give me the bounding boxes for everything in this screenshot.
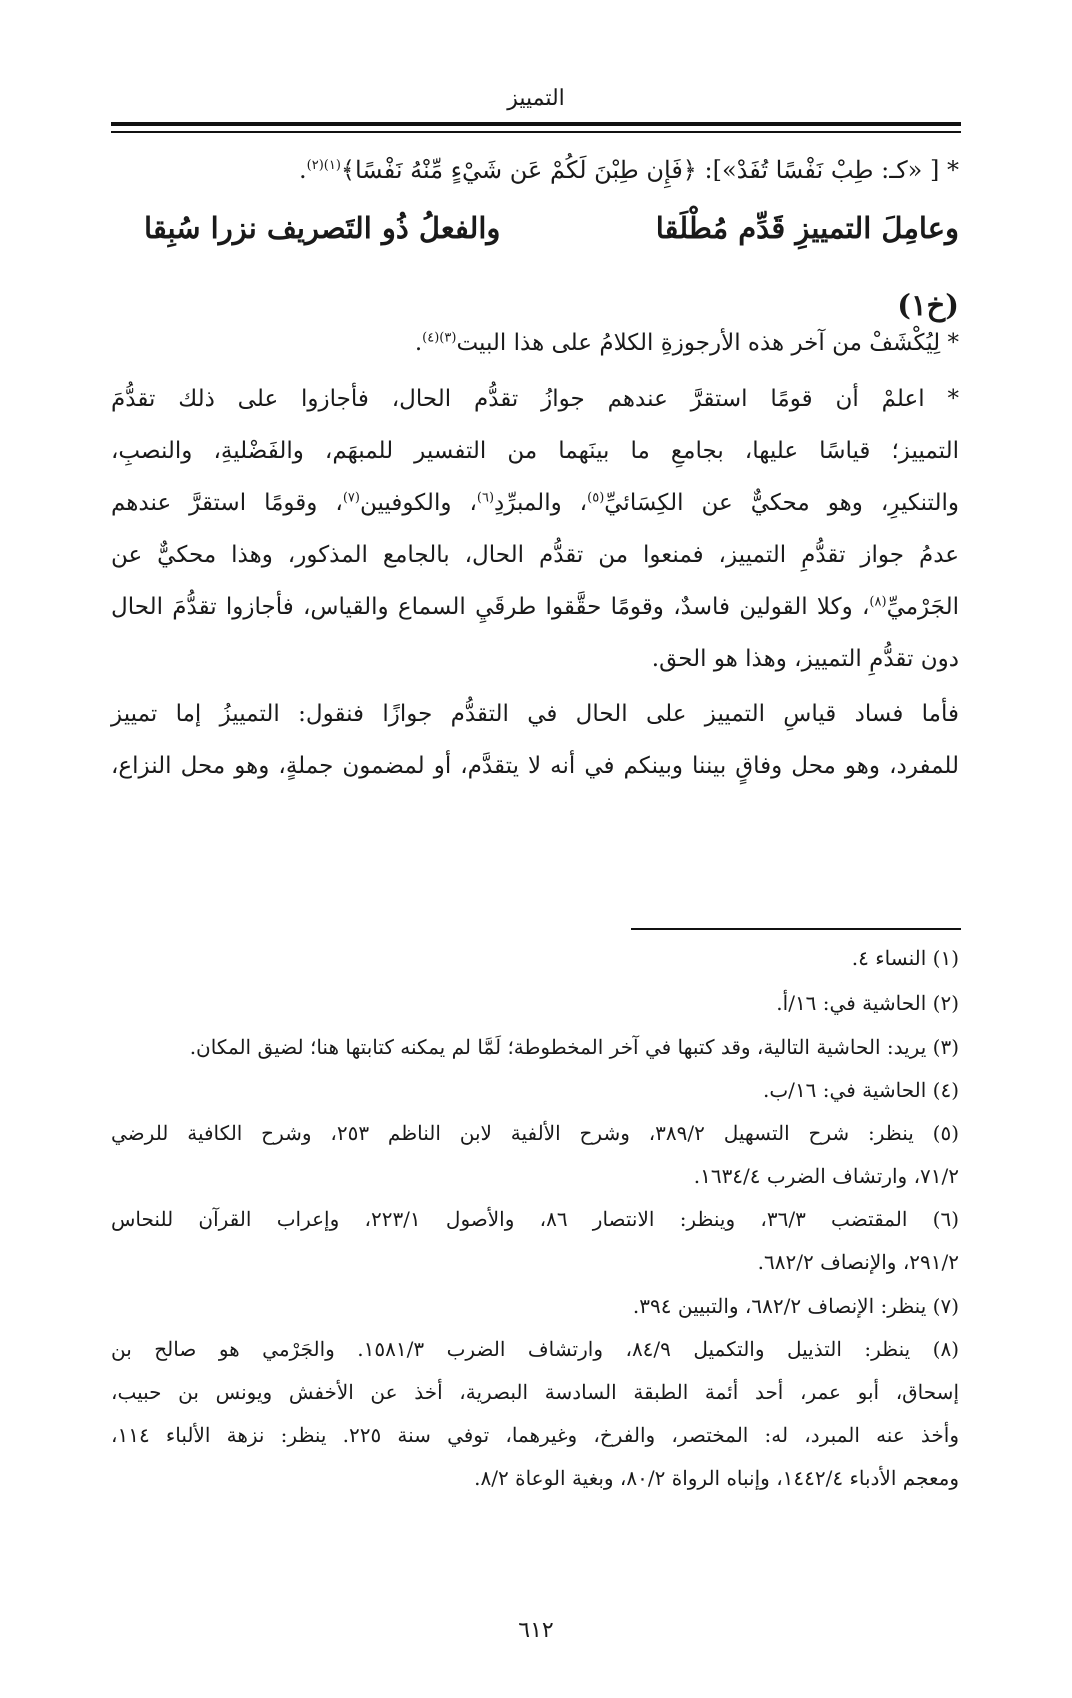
running-head: التمييز xyxy=(507,86,565,111)
header-rule-thick xyxy=(111,122,961,126)
footnote-1: (١) النساء ٤. xyxy=(851,946,959,970)
quran-citation-end: . xyxy=(298,156,307,184)
footnote-ref-3-4: (٣)(٤) xyxy=(422,330,457,346)
footnote-8-line-1: (٨) ينظر: التذييل والتكميل ٨٤/٩، وارتشاف الضرب ١٥٨١/٣. والجَرْمي هو صالح بن xyxy=(111,1337,960,1361)
reveal-note-end: . xyxy=(414,330,423,356)
footnote-5-line-1: (٥) ينظر: شرح التسهيل ٣٨٩/٢، وشرح الألفية لابن الناظم ٢٥٣، وشرح الكافية للرضي xyxy=(111,1121,959,1145)
page-number: ٦١٢ xyxy=(518,1618,554,1643)
footnote-ref-5: (٥) xyxy=(587,490,605,506)
footnote-8-line-2: إسحاق، أبو عمر، أحد أئمة الطبقة السادسة البصرية، أخذ عن الأخفش ويونس بن حبيب، xyxy=(111,1380,959,1404)
para1-line-5: الجَرْميِّ$^{(٨)}$، وكلا القولين فاسدٌ، وقومًا حقَّقوا طرقَيِ السماع والقياس، فأجازوا تقدُّمَ الحال xyxy=(111,594,959,620)
header-rule-thin xyxy=(111,131,961,133)
para1-line-4: عدمُ جواز تقدُّمِ التمييز، فمنعوا من تقدُّم الحال، بالجامع المذكور، وهذا محكيٌّ عن xyxy=(111,542,959,568)
para1-line-1: * اعلمْ أن قومًا استقرَّ عندهم جوازُ تقدُّم الحال، فأجازوا على ذلك تقدُّمَ xyxy=(111,386,959,412)
footnote-separator xyxy=(631,928,961,930)
footnote-ref-7: (٧) xyxy=(342,490,360,506)
para2-line-2: للمفرد، وهو محل وفاقٍ بيننا وبينكم في أنه لا يتقدَّم، أو لمضمون جملةٍ، وهو محل النزاع، xyxy=(111,753,959,779)
verse-hemistich-second: والفعلُ ذُو التَصريف نزرا سُبِقا xyxy=(144,211,501,245)
footnote-ref-6: (٦) xyxy=(476,490,495,506)
reveal-note-text: * لِيُكْشَفْ من آخر هذه الأرجوزةِ الكلامُ على هذا البيت xyxy=(456,330,959,356)
footnote-4: (٤) الحاشية في: ١٦/ب. xyxy=(763,1078,959,1102)
footnote-8-line-3: وأخذ عنه المبرد، له: المختصر، والفرخ، وغيرهما، توفي سنة ٢٢٥. ينظر: نزهة الألباء ١١٤، xyxy=(111,1423,960,1447)
footnote-5-line-2: ٧١/٢، وارتشاف الضرب ١٦٣٤/٤. xyxy=(693,1164,959,1188)
footnote-8-line-4: ومعجم الأدباء ١٤٤٢/٤، وإنباه الرواة ٨٠/٢، وبغية الوعاة ٨/٢. xyxy=(474,1466,959,1490)
verse-manuscript-code: (خ١) xyxy=(897,288,959,322)
footnote-2: (٢) الحاشية في: ١٦/أ. xyxy=(776,991,959,1015)
footnote-6-line-2: ٢٩١/٢، والإنصاف ٦٨٢/٢. xyxy=(757,1250,959,1274)
quran-citation-note xyxy=(111,156,959,184)
footnote-6-line-1: (٦) المقتضب ٣٦/٣، وينظر: الانتصار ٨٦، والأصول ٢٢٣/١، وإعراب القرآن للنحاس xyxy=(111,1207,959,1231)
footnote-3: (٣) يريد: الحاشية التالية، وقد كتبها في آخر المخطوطة؛ لَمَّا لم يمكنه كتابتها هنا؛ لضيق المكان. xyxy=(189,1035,959,1059)
para1-line-2: التمييز؛ قياسًا عليها، بجامعِ ما بينَهما من التفسير للمبهَم، والفَضْليةِ، والنصبِ، xyxy=(111,438,959,464)
footnote-7: (٧) ينظر: الإنصاف ٦٨٢/٢، والتبيين ٣٩٤. xyxy=(632,1294,959,1318)
verse-hemistich-first: وعامِلَ التمييزِ قَدِّم مُطْلَقا xyxy=(655,211,959,245)
footnote-ref-1-2: (١)(٢) xyxy=(306,158,341,173)
footnote-ref-8: (٨) xyxy=(869,594,887,610)
para1-line-3: والتنكيرِ، وهو محكيٌّ عن الكِسَائيِّ$^{(٥)}$، والمبرِّدِ$^{(٦)}$، والكوفيين$^{(٧)}$، وقومًا استقرَّ عندهم xyxy=(111,490,959,516)
para1-line-6: دون تقدُّمِ التمييز، وهذا هو الحق. xyxy=(651,646,959,672)
quran-citation-text: * [ «كـ: طِبْ نَفْسًا تُفَدْ»]: ﴿فَإِن طِبْنَ لَكُمْ عَن شَيْءٍ مِّنْهُ نَفْسًا﴾ xyxy=(340,156,959,184)
reveal-note xyxy=(111,330,959,358)
para2-line-1: فأما فساد قياسِ التمييز على الحال في التقدُّم جوازًا فنقول: التمييزُ إما تمييز xyxy=(111,701,959,727)
